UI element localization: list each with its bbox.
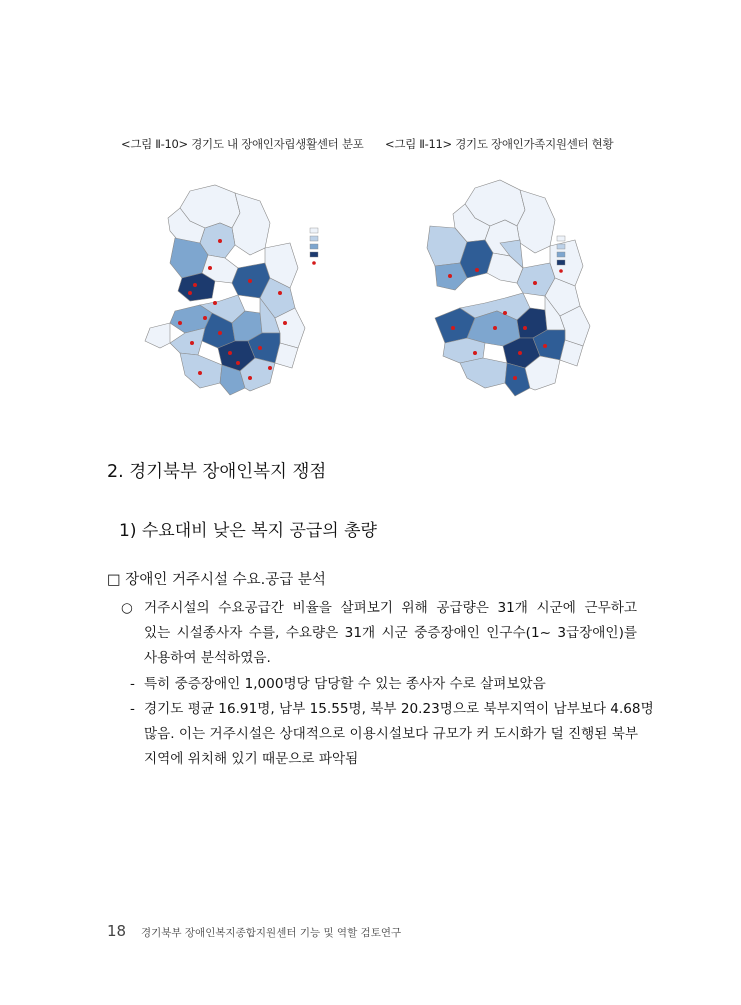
section-heading: 2. 경기북부 장애인복지 쟁점 xyxy=(107,462,327,482)
bullet-marker: ○ xyxy=(121,600,133,616)
footer-title: 경기북부 장애인복지종합지원센터 기능 및 역할 검토연구 xyxy=(141,927,402,939)
dash-item-2-line-1: 경기도 평균 16.91명, 남부 15.55명, 북부 20.23명으로 북부지역이 남부보다 4.68명 xyxy=(144,701,654,717)
right-figure-caption: <그림 Ⅱ-11> 경기도 장애인가족지원센터 현황 xyxy=(385,137,614,151)
left-figure-caption: <그림 Ⅱ-10> 경기도 내 장애인자립생활센터 분포 xyxy=(121,137,364,151)
dash-item-2-line-2: 많음. 이는 거주시설은 상대적으로 이용시설보다 규모가 커 도시화가 덜 진행된 북부 xyxy=(144,726,639,742)
dash-item-2 xyxy=(144,697,654,772)
right-map-family-support-centers xyxy=(405,178,630,408)
dash-marker-2: - xyxy=(130,701,135,717)
dash-item-2-line-3: 지역에 위치해 있기 때문으로 파악됨 xyxy=(144,751,359,767)
left-map-independent-living-centers xyxy=(120,183,370,408)
bullet-line-3: 사용하여 분석하였음. xyxy=(144,650,271,666)
subsection-heading: 1) 수요대비 낮은 복지 공급의 총량 xyxy=(119,521,377,541)
bullet-line-1: 거주시설의 수요공급간 비율을 살펴보기 위해 공급량은 31개 시군에 근무하고 xyxy=(144,600,637,616)
page-number: 18 xyxy=(107,922,127,940)
dash-item-1: 특히 중증장애인 1,000명당 담당할 수 있는 종사자 수로 살펴보았음 xyxy=(144,676,546,692)
bullet-paragraph xyxy=(144,596,637,671)
bullet-line-2: 있는 시설종사자 수를, 수요량은 31개 시군 중증장애인 인구수(1~ 3급장애인)를 xyxy=(144,625,637,641)
item-heading: □ 장애인 거주시설 수요.공급 분석 xyxy=(107,572,326,588)
dash-marker-1: - xyxy=(130,676,135,692)
